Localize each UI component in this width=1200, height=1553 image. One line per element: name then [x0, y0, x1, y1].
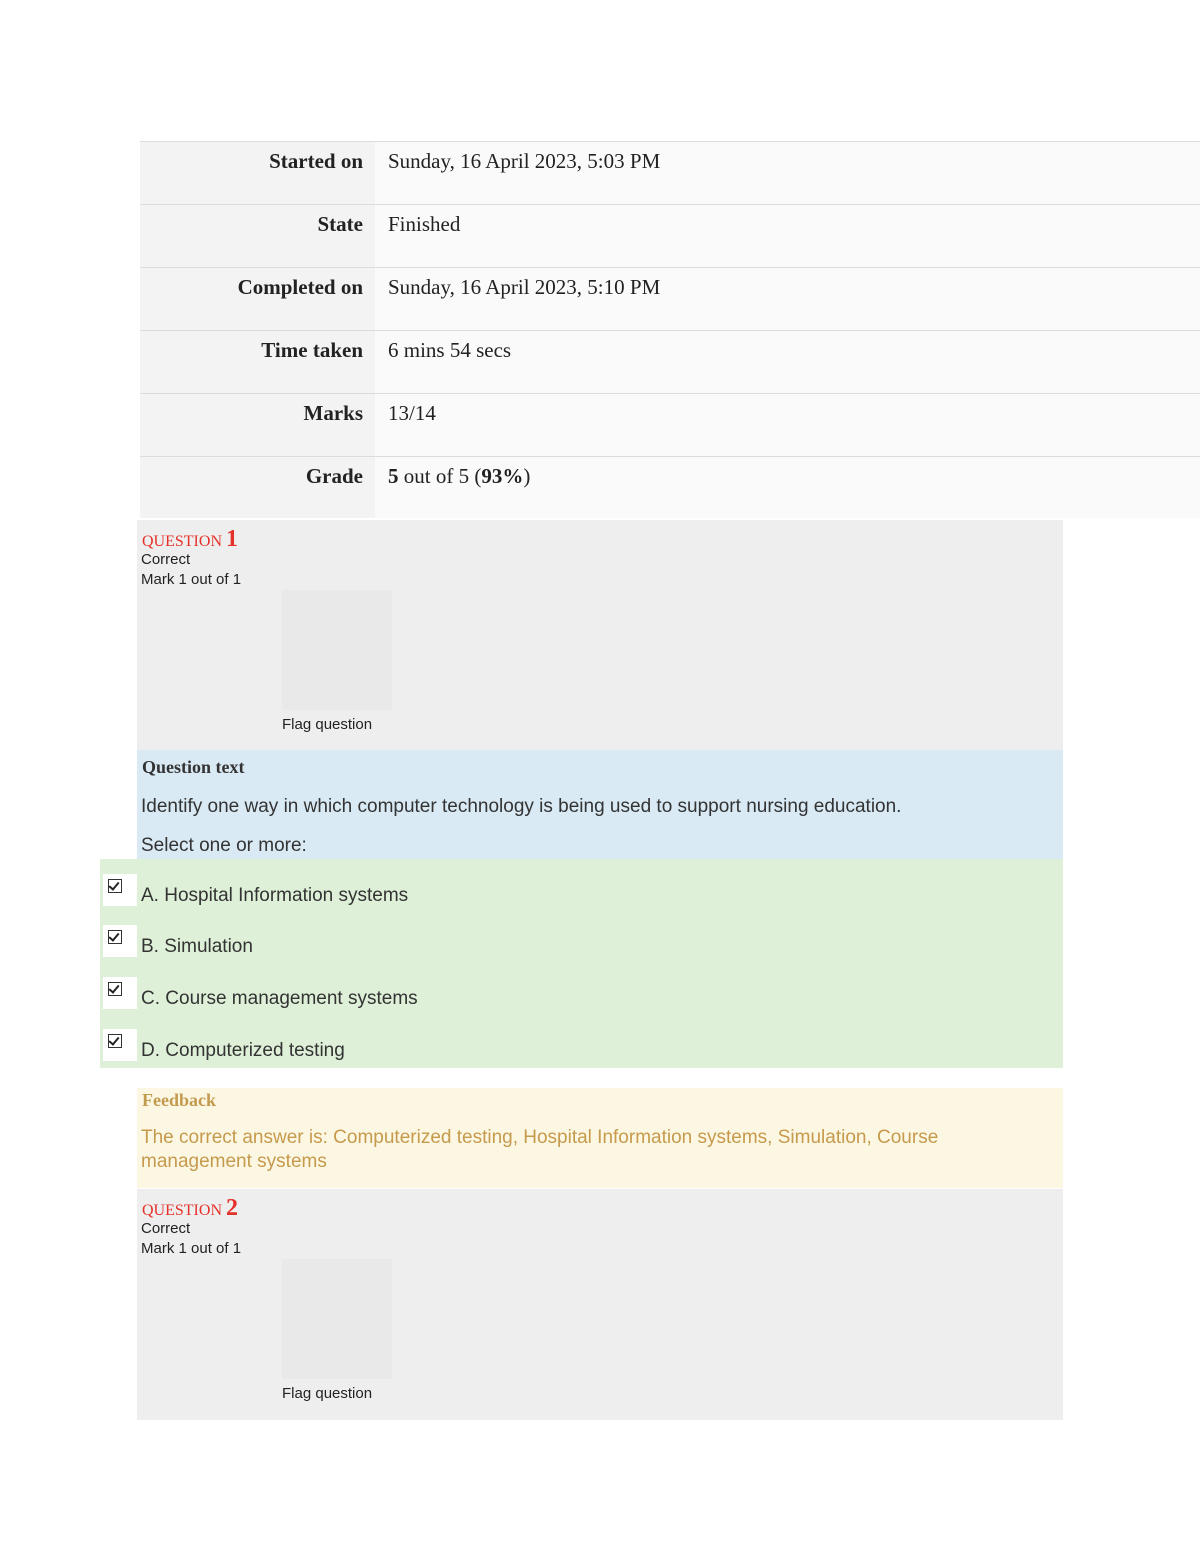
question-instruction: Select one or more: [141, 835, 307, 856]
flag-question-link[interactable]: Flag question [282, 716, 373, 733]
summary-row-started [140, 142, 1200, 205]
feedback-panel [137, 1088, 1063, 1188]
checkbox-checked-icon [108, 879, 122, 893]
answer-option-d[interactable] [100, 1029, 1063, 1069]
question-2-info [137, 1189, 1063, 1420]
answer-checkbox[interactable] [103, 977, 137, 1009]
question-grade: Mark 1 out of 1 [141, 571, 242, 588]
answer-label: D. Computerized testing [141, 1040, 345, 1061]
checkbox-checked-icon [108, 930, 122, 944]
question-number [142, 526, 238, 553]
answer-label: A. Hospital Information systems [141, 885, 409, 906]
feedback-text: The correct answer is: Computerized testing, Hospital Information systems, Simulation, Course management systems [141, 1127, 939, 1172]
summary-value: Sunday, 16 April 2023, 5:03 PM [375, 142, 1200, 204]
summary-row-time-taken [140, 331, 1200, 394]
question-number [142, 1195, 238, 1222]
summary-value [375, 457, 1200, 518]
summary-row-grade [140, 457, 1200, 518]
question-label: QUESTION [142, 1202, 222, 1219]
summary-row-state [140, 205, 1200, 268]
question-grade: Mark 1 out of 1 [141, 1240, 242, 1257]
checkbox-checked-icon [108, 1034, 122, 1048]
question-1-info [137, 520, 1063, 750]
flag-question-link[interactable]: Flag question [282, 1385, 373, 1402]
grade-score: 5 [388, 464, 399, 488]
answer-option-b[interactable] [100, 925, 1063, 965]
feedback-heading: Feedback [142, 1090, 216, 1110]
answer-option-c[interactable] [100, 977, 1063, 1017]
flag-area [282, 590, 392, 710]
question-state: Correct [141, 551, 191, 568]
question-text-panel [137, 750, 1063, 859]
grade-middle: out of 5 ( [398, 464, 482, 488]
question-number-value: 1 [226, 526, 238, 552]
summary-row-completed [140, 268, 1200, 331]
answer-option-a[interactable] [100, 874, 1063, 914]
question-prompt: Identify one way in which computer technology is being used to support nursing education. [141, 796, 902, 817]
summary-label: Started on [140, 142, 375, 204]
summary-value: 13/14 [375, 394, 1200, 456]
summary-value: Finished [375, 205, 1200, 267]
answer-options [100, 859, 1063, 1068]
summary-value: Sunday, 16 April 2023, 5:10 PM [375, 268, 1200, 330]
summary-label: Time taken [140, 331, 375, 393]
summary-row-marks [140, 394, 1200, 457]
question-state: Correct [141, 1220, 191, 1237]
answer-label: C. Course management systems [141, 988, 418, 1009]
summary-label: Grade [140, 457, 375, 518]
answer-label: B. Simulation [141, 936, 253, 957]
summary-value: 6 mins 54 secs [375, 331, 1200, 393]
answer-checkbox[interactable] [103, 874, 137, 906]
answer-checkbox[interactable] [103, 1029, 137, 1061]
question-label: QUESTION [142, 533, 222, 550]
grade-end: ) [523, 464, 531, 488]
attempt-summary-table [140, 141, 1200, 518]
summary-label: Completed on [140, 268, 375, 330]
summary-label: State [140, 205, 375, 267]
question-text-heading: Question text [142, 757, 245, 777]
checkbox-checked-icon [108, 982, 122, 996]
summary-label: Marks [140, 394, 375, 456]
flag-area [282, 1259, 392, 1379]
grade-percent: 93% [481, 464, 524, 488]
question-number-value: 2 [226, 1195, 238, 1221]
answer-checkbox[interactable] [103, 925, 137, 957]
